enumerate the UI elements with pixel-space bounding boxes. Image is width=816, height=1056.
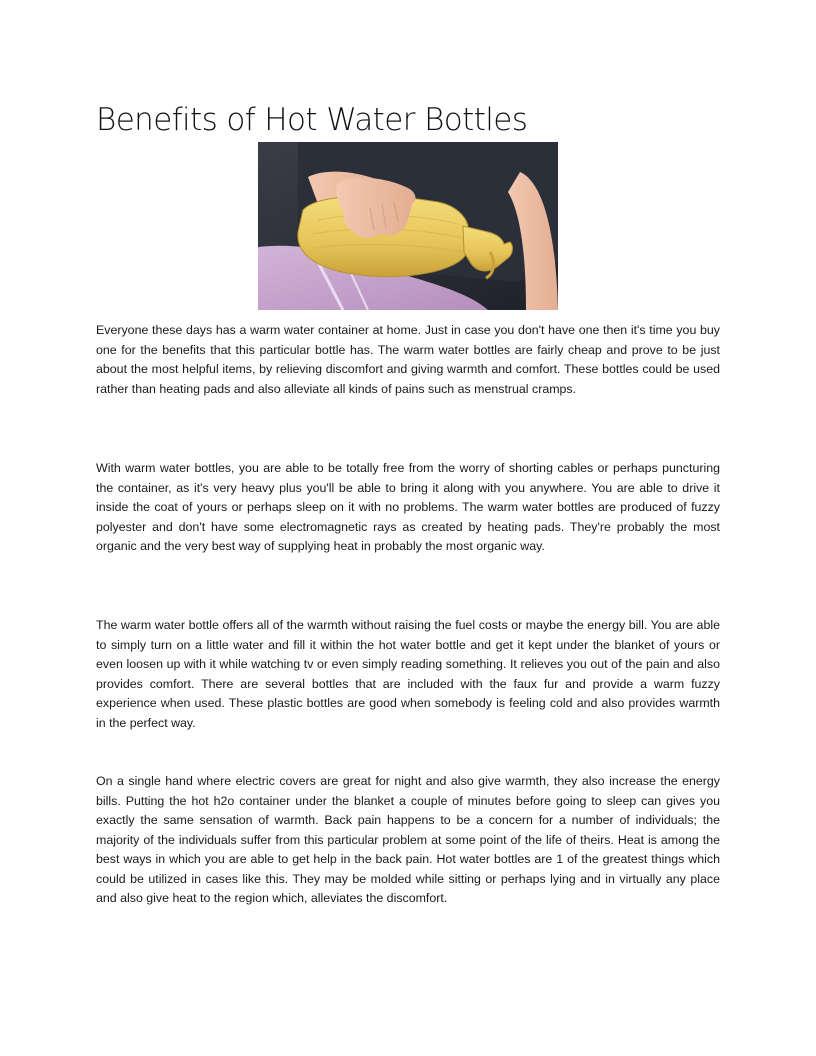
paragraph-3: The warm water bottle offers all of the warmth without raising the fuel costs or maybe the energy bill. You are able to simply turn on a little water and fill it within the hot water bottle and get it kept under the blanket of yours or even loosen up with it while watching tv or even simply reading something. It relieves you out of the pain and also provides comfort. There are several bottles that are included with the faux fur and provide a warm fuzzy experience when used. These plastic bottles are good when somebody is feeling cold and also provides warmth in the perfect way. xyxy=(96,618,720,730)
page-title: Benefits of Hot Water Bottles xyxy=(96,102,528,138)
paragraph-4: On a single hand where electric covers are great for night and also give warmth, they also increase the energy bills. Putting the hot h2o container under the blanket a couple of minutes before going to sleep can gives you exactly the same sensation of warmth. Back pain happens to be a concern for a number of individuals; the majority of the individuals suffer from this particular problem at some point of the life of theirs. Heat is among the best ways in which you are able to get help in the back pain. Hot water bottles are 1 of the greatest things which could be utilized in cases like this. They may be molded while sitting or perhaps lying and in virtually any place and also give heat to the region which, alleviates the discomfort. xyxy=(96,774,720,905)
paragraph-2: With warm water bottles, you are able to be totally free from the worry of shorting cables or perhaps puncturing the container, as it's very heavy plus you'll be able to bring it along with you anywhere. You are able to drive it inside the coat of yours or perhaps sleep on it with no problems. The warm water bottles are produced of fuzzy polyester and don't have some electromagnetic rays as created by heating pads. They're probably the most organic and the very best way of supplying heat in probably the most organic way. xyxy=(96,461,720,553)
paragraph-1: Everyone these days has a warm water container at home. Just in case you don't have one then it's time you buy one for the benefits that this particular bottle has. The warm water bottles are fairly cheap and prove to be just about the most helpful items, by relieving discomfort and giving warmth and comfort. These bottles could be used rather than heating pads and also alleviate all kinds of pains such as menstrual cramps. xyxy=(96,323,720,396)
hot-water-bottle-photo xyxy=(258,142,558,310)
